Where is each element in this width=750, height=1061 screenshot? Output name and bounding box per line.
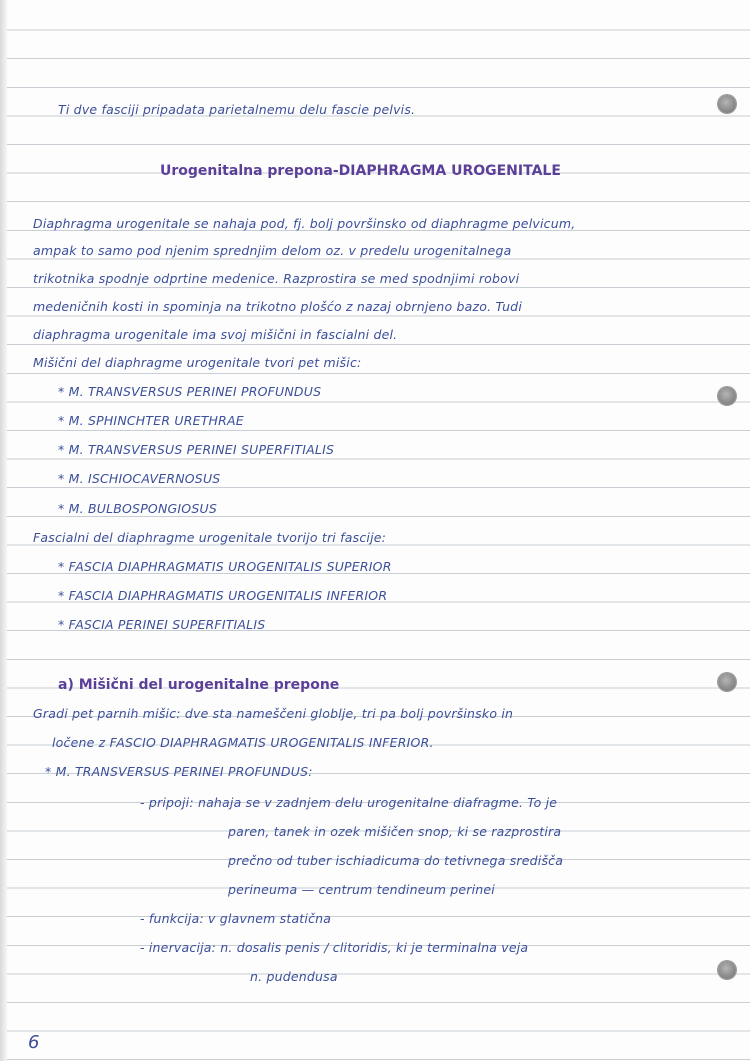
list-item: * M. ISCHIOCAVERNOSUS [58,471,221,486]
binder-hole [718,673,736,691]
text-line: paren, tanek in ozek mišičen snop, ki se razprostira [228,824,562,839]
text-line: trikotnika spodnje odprtine medenice. Razprostira se med spodnjimi robovi [33,271,520,286]
list-item: * M. SPHINCHTER URETHRAE [58,413,244,428]
text-line: - inervacija: n. dosalis penis / clitoridis, ki je terminalna veja [140,940,529,955]
text-line: Gradi pet parnih mišic: dve sta nameščeni globlje, tri pa bolj površinsko in [33,706,514,721]
page-number: 6 [28,1032,40,1053]
binder-hole [718,95,736,113]
text-line: perineuma — centrum tendineum perinei [228,882,495,897]
list-item: * FASCIA DIAPHRAGMATIS UROGENITALIS SUPERIOR [58,559,392,574]
text-line: - funkcija: v glavnem statična [140,911,332,926]
binder-hole [718,961,736,979]
list-item: * M. TRANSVERSUS PERINEI PROFUNDUS: [45,764,313,779]
list-item: * M. TRANSVERSUS PERINEI PROFUNDUS [58,384,322,399]
text-line: Mišični del diaphragme urogenitale tvori pet mišic: [33,355,362,370]
list-item: * FASCIA DIAPHRAGMATIS UROGENITALIS INFERIOR [58,588,388,603]
binder-hole [718,387,736,405]
text-line: ločene z FASCIO DIAPHRAGMATIS UROGENITALIS INFERIOR. [52,735,434,750]
text-line: medeničnih kosti in spominja na trikotno plošćo z nazaj obrnjeno bazo. Tudi [33,299,522,314]
list-item: * M. TRANSVERSUS PERINEI SUPERFITIALIS [58,442,335,457]
text-line: - pripoji: nahaja se v zadnjem delu urogenitalne diafragme. To je [140,795,558,810]
list-item: * M. BULBOSPONGIOSUS [58,501,217,516]
page-edge [0,0,7,1061]
subsection-heading: a) Mišični del urogenitalne prepone [58,677,340,693]
section-heading: Urogenitalna prepona-DIAPHRAGMA UROGENITALE [160,163,561,179]
text-line: Ti dve fasciji pripadata parietalnemu delu fascie pelvis. [58,102,416,117]
list-item: * FASCIA PERINEI SUPERFITIALIS [58,617,266,632]
text-line: prečno od tuber ischiadicuma do tetivnega središča [228,853,564,868]
text-line: diaphragma urogenitale ima svoj mišični in fascialni del. [33,327,398,342]
text-line: n. pudendusa [250,969,338,984]
text-line: Diaphragma urogenitale se nahaja pod, fj. bolj površinsko od diaphragme pelvicum, [33,216,576,231]
text-line: Fascialni del diaphragme urogenitale tvorijo tri fascije: [33,530,387,545]
text-line: ampak to samo pod njenim sprednjim delom oz. v predelu urogenitalnega [33,243,512,258]
